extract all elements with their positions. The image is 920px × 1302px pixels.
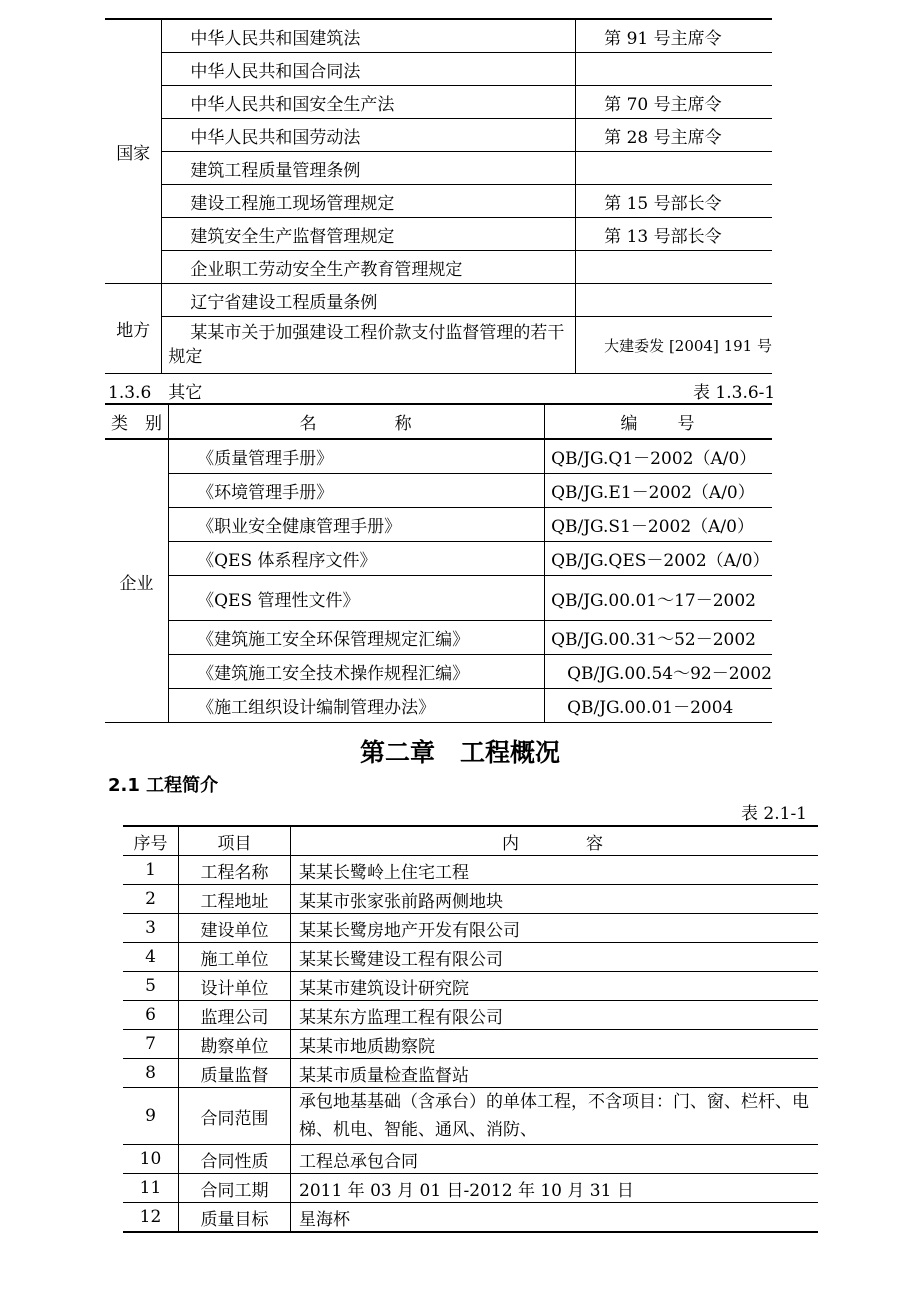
row-no: 7 [123, 1030, 179, 1059]
enterprise-docs-table [105, 403, 772, 723]
header-code: 编 号 [545, 404, 772, 439]
regulation-name: 建筑工程质量管理条例 [162, 152, 576, 185]
header-category: 类 别 [105, 404, 169, 439]
row-content: 某某长鹭建设工程有限公司 [291, 943, 819, 972]
regulation-code: 第 91 号主席令 [576, 19, 772, 53]
table-row [105, 474, 772, 508]
regulation-name: 中华人民共和国合同法 [162, 53, 576, 86]
table-row [105, 251, 772, 284]
row-item: 勘察单位 [179, 1030, 291, 1059]
doc-name: 《建筑施工安全技术操作规程汇编》 [169, 655, 545, 689]
table-row [105, 284, 772, 317]
regulation-name: 中华人民共和国建筑法 [162, 19, 576, 53]
table-row [123, 1088, 818, 1145]
row-item: 质量目标 [179, 1203, 291, 1233]
row-content: 某某市建筑设计研究院 [291, 972, 819, 1001]
regulation-code [576, 251, 772, 284]
row-item: 施工单位 [179, 943, 291, 972]
row-no: 11 [123, 1174, 179, 1203]
doc-code: QB/JG.00.54～92－2002 [545, 655, 772, 689]
table-row [105, 185, 772, 218]
row-item: 工程名称 [179, 856, 291, 885]
table-row [105, 576, 772, 621]
table-row [123, 943, 818, 972]
chapter-title: 第二章 工程概况 [359, 738, 560, 767]
table-row [123, 856, 818, 885]
table-row [105, 218, 772, 251]
row-item: 合同性质 [179, 1145, 291, 1174]
table-row [105, 655, 772, 689]
table-row [123, 1203, 818, 1233]
doc-code: QB/JG.00.31～52－2002 [545, 621, 772, 655]
row-content: 某某市地质勘察院 [291, 1030, 819, 1059]
doc-name: 《质量管理手册》 [169, 439, 545, 474]
table-header-row [105, 404, 772, 439]
regulation-code: 第 28 号主席令 [576, 119, 772, 152]
row-no: 4 [123, 943, 179, 972]
doc-code: QB/JG.E1－2002（A/0） [545, 474, 772, 508]
row-item: 合同工期 [179, 1174, 291, 1203]
row-item: 监理公司 [179, 1001, 291, 1030]
table-row [123, 1030, 818, 1059]
row-content: 某某长鹭岭上住宅工程 [291, 856, 819, 885]
table-row [105, 86, 772, 119]
header-name: 名 称 [169, 404, 545, 439]
table-row [105, 317, 772, 374]
table-row [123, 1174, 818, 1203]
table-row [105, 19, 772, 53]
row-no: 5 [123, 972, 179, 1001]
regulation-code [576, 152, 772, 185]
doc-code: QB/JG.S1－2002（A/0） [545, 508, 772, 542]
doc-code: QB/JG.00.01－2004 [545, 689, 772, 723]
doc-name: 《施工组织设计编制管理办法》 [169, 689, 545, 723]
row-item: 建设单位 [179, 914, 291, 943]
doc-name: 《职业安全健康管理手册》 [169, 508, 545, 542]
regulation-name: 中华人民共和国安全生产法 [162, 86, 576, 119]
table-row [105, 439, 772, 474]
project-overview-table [123, 825, 818, 1233]
regulation-code [576, 284, 772, 317]
section-heading-1-3-6: 1.3.6 其它 [108, 383, 203, 403]
category-cell: 国家 [105, 19, 162, 284]
row-no: 10 [123, 1145, 179, 1174]
regulations-table [105, 18, 772, 374]
regulation-code [576, 53, 772, 86]
row-content: 2011 年 03 月 01 日-2012 年 10 月 31 日 [291, 1174, 819, 1203]
regulation-code: 第 15 号部长令 [576, 185, 772, 218]
table-row [105, 689, 772, 723]
row-item: 合同范围 [179, 1088, 291, 1145]
regulation-name: 企业职工劳动安全生产教育管理规定 [162, 251, 576, 284]
row-content: 某某东方监理工程有限公司 [291, 1001, 819, 1030]
category-cell: 企业 [105, 439, 169, 723]
row-no: 6 [123, 1001, 179, 1030]
regulation-name: 辽宁省建设工程质量条例 [162, 284, 576, 317]
regulation-name: 建筑安全生产监督管理规定 [162, 218, 576, 251]
row-content: 承包地基基础（含承台）的单体工程，不含项目：门、窗、栏杆、电梯、机电、智能、通风、消防、 [291, 1088, 819, 1145]
row-content: 某某市张家张前路两侧地块 [291, 885, 819, 914]
table-row [105, 53, 772, 86]
row-content: 某某市质量检查监督站 [291, 1059, 819, 1088]
table-header-row [123, 826, 818, 856]
row-content: 星海杯 [291, 1203, 819, 1233]
table-row [123, 1059, 818, 1088]
table-row [105, 508, 772, 542]
doc-name: 《QES 管理性文件》 [169, 576, 545, 621]
regulation-code: 大建委发 [2004] 191 号 [576, 317, 772, 374]
doc-code: QB/JG.QES－2002（A/0） [545, 542, 772, 576]
table-row [105, 119, 772, 152]
doc-name: 《QES 体系程序文件》 [169, 542, 545, 576]
row-content: 某某长鹭房地产开发有限公司 [291, 914, 819, 943]
header-content: 内 容 [291, 826, 819, 856]
row-no: 12 [123, 1203, 179, 1233]
table-row [105, 621, 772, 655]
row-item: 质量监督 [179, 1059, 291, 1088]
table-row [123, 1145, 818, 1174]
table-row [123, 972, 818, 1001]
table-row [105, 152, 772, 185]
table-row [123, 885, 818, 914]
doc-name: 《建筑施工安全环保管理规定汇编》 [169, 621, 545, 655]
table-number: 表 1.3.6-1 [693, 383, 776, 403]
regulation-name: 某某市关于加强建设工程价款支付监督管理的若干规定 [162, 317, 576, 374]
regulation-name: 中华人民共和国劳动法 [162, 119, 576, 152]
doc-name: 《环境管理手册》 [169, 474, 545, 508]
doc-code: QB/JG.00.01～17－2002 [545, 576, 772, 621]
header-item: 项目 [179, 826, 291, 856]
row-item: 工程地址 [179, 885, 291, 914]
regulation-name: 建设工程施工现场管理规定 [162, 185, 576, 218]
row-no: 9 [123, 1088, 179, 1145]
table-row [123, 1001, 818, 1030]
regulation-code: 第 70 号主席令 [576, 86, 772, 119]
header-no: 序号 [123, 826, 179, 856]
doc-code: QB/JG.Q1－2002（A/0） [545, 439, 772, 474]
row-item: 设计单位 [179, 972, 291, 1001]
row-no: 2 [123, 885, 179, 914]
table-row [105, 542, 772, 576]
table-row [123, 914, 818, 943]
row-no: 3 [123, 914, 179, 943]
table-number: 表 2.1-1 [741, 804, 807, 824]
row-no: 8 [123, 1059, 179, 1088]
category-cell: 地方 [105, 284, 162, 374]
row-content: 工程总承包合同 [291, 1145, 819, 1174]
regulation-code: 第 13 号部长令 [576, 218, 772, 251]
row-no: 1 [123, 856, 179, 885]
section-heading-2-1: 2.1 工程简介 [108, 775, 219, 796]
